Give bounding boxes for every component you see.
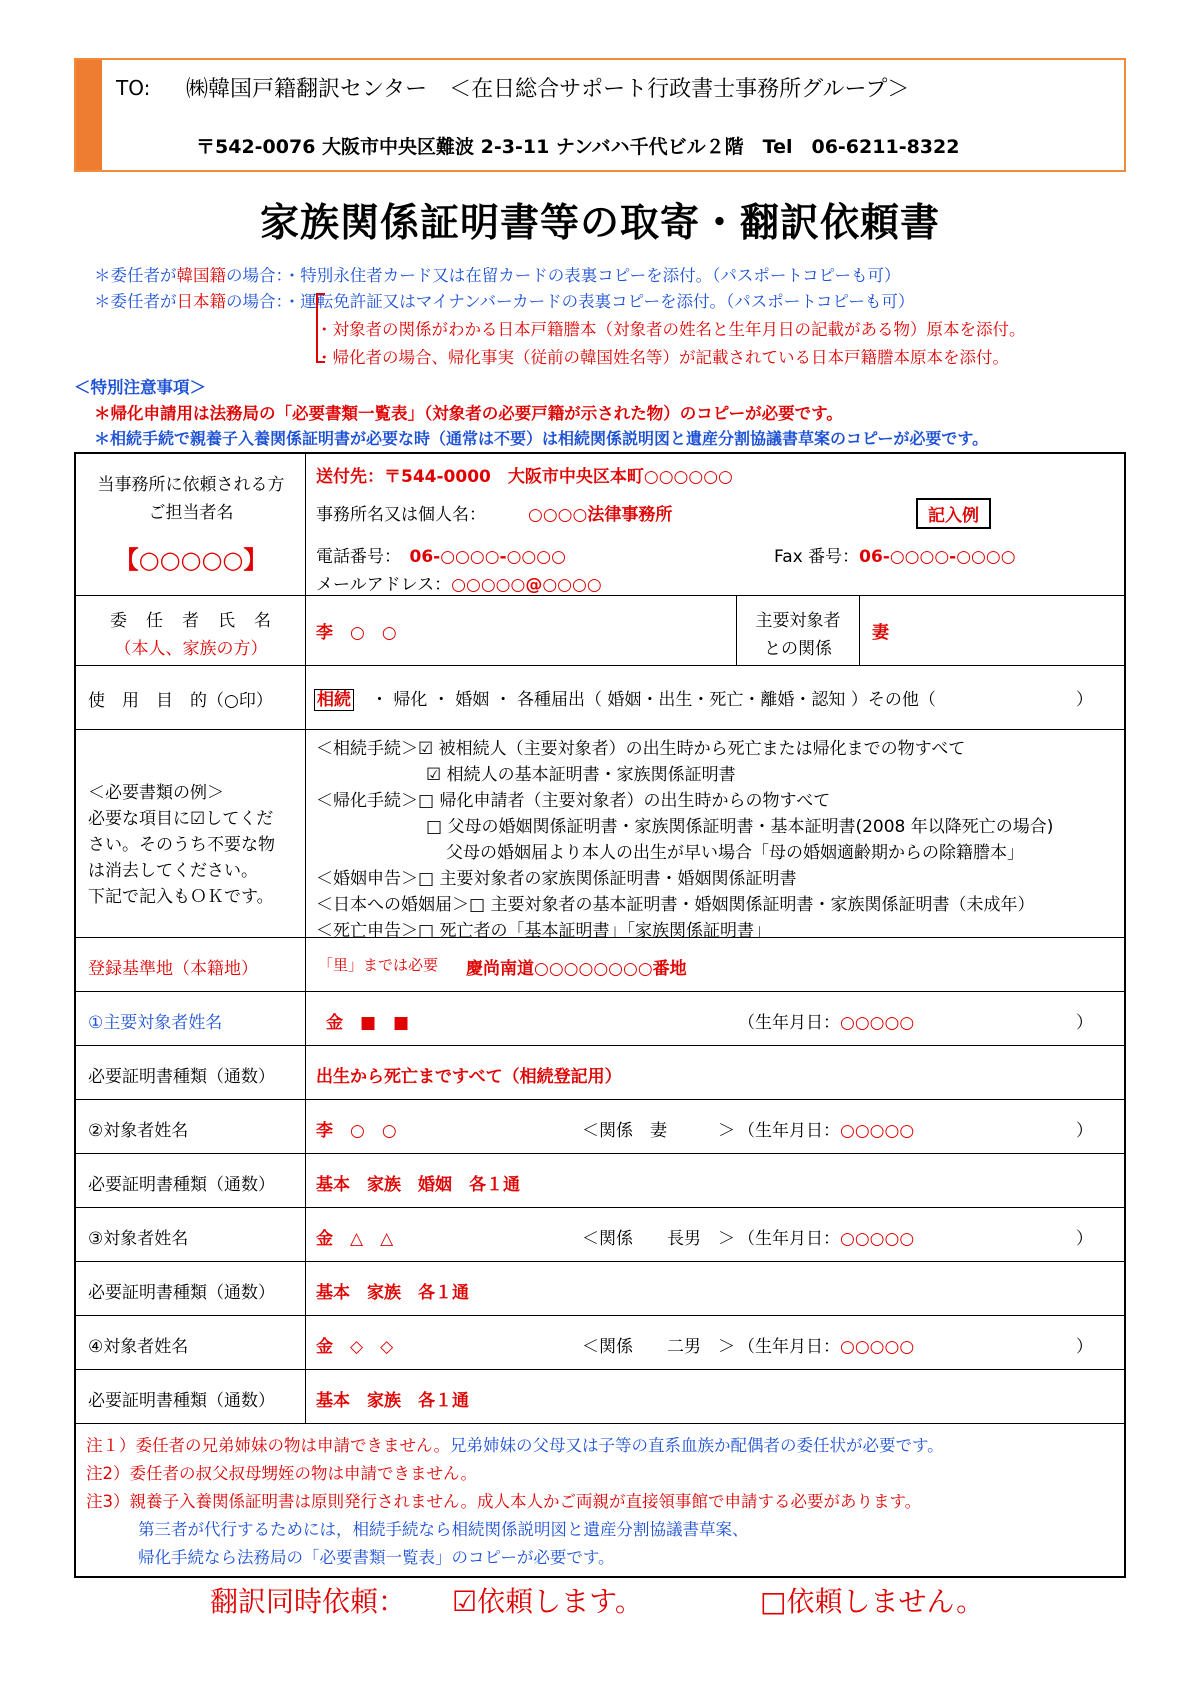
doc-line: ＜死亡申告＞□ 死亡者の「基本証明書」「家族関係証明書」	[316, 921, 771, 941]
person-4-birth: （生年月日：○○○○○	[738, 1337, 915, 1357]
person-4-cert-label: 必要証明書種類（通数）	[88, 1391, 275, 1411]
person-3-relation: ＜関係 長男 ＞	[582, 1229, 735, 1249]
page-title: 家族関係証明書等の取寄・翻訳依頼書	[259, 201, 940, 246]
office-name: ○○○○法律事務所	[528, 505, 673, 525]
doc-line: □ 父母の婚姻関係証明書・家族関係証明書・基本証明書(2008 年以降死亡の場合)	[426, 817, 1054, 837]
doc-line: ＜婚姻申告＞□ 主要対象者の家族関係証明書・婚姻関係証明書	[316, 869, 797, 889]
footnote-3: 注3）親養子入養関係証明書は原則発行されません。成人本人かご両親が直接領事館で申請する必要があります。	[86, 1492, 922, 1511]
person-1-label-cell	[76, 992, 306, 1045]
purpose-value-cell	[306, 666, 1124, 729]
registry-row	[76, 938, 1124, 992]
person-1-cert-value: 出生から死亡まですべて（相続登記用）	[316, 1067, 622, 1087]
person-4-value-cell	[306, 1316, 1124, 1369]
person-3-birth: （生年月日：○○○○○	[738, 1229, 915, 1249]
relation-label-cell	[736, 596, 860, 665]
documents-label-5: 下記で記入もＯＫです。	[88, 887, 274, 907]
person-2-close: ）	[1076, 1121, 1093, 1141]
person-2-name: 李 ○ ○	[316, 1121, 397, 1141]
footnote-2: 注2）委任者の叔父叔母甥姪の物は申請できません。	[86, 1464, 477, 1483]
person-3-cert-label: 必要証明書種類（通数）	[88, 1283, 275, 1303]
note-japan-line3: ・帰化者の場合、帰化事実（従前の韓国姓名等）が記載されている日本戸籍謄本原本を添付。	[316, 348, 1009, 367]
note-japan-line2: ・対象者の関係がわかる日本戸籍謄本（対象者の姓名と生年月日の記載がある物）原本を添付。	[316, 320, 1026, 339]
client-label-2: （本人、家族の方）	[114, 639, 268, 659]
office-label-cell	[76, 454, 306, 595]
note-korean: ＊委任者が韓国籍の場合：・特別永住者カード又は在留カードの表裏コピーを添付。（パスポートコピーも可）	[94, 266, 901, 285]
doc-line: ＜相続手続＞☑ 被相続人（主要対象者）の出生時から死亡または帰化までの物すべて	[316, 739, 966, 759]
person-2-label: ②対象者姓名	[88, 1121, 189, 1141]
person-3-value-cell	[306, 1208, 1124, 1261]
header-company: ㈱韓国戸籍翻訳センター ＜在日総合サポート行政書士事務所グループ＞	[186, 77, 910, 102]
person-3-label-cell	[76, 1208, 306, 1261]
person-1-label: ①主要対象者姓名	[88, 1013, 223, 1033]
person-4-label-cell	[76, 1316, 306, 1369]
client-label-1: 委 任 者 氏 名	[110, 611, 272, 631]
person-3-name: 金 △ △	[316, 1229, 394, 1249]
special-note-2: ＊相続手続で親養子入養関係証明書が必要な時（通常は不要）は相続関係説明図と遺産分割協議書草案のコピーが必要です。	[94, 429, 989, 448]
person-1-cert-value-cell	[306, 1046, 1124, 1099]
client-label-cell	[76, 596, 306, 665]
office-row	[76, 454, 1124, 596]
person-2-cert-value: 基本 家族 婚姻 各１通	[316, 1175, 520, 1195]
footnote-3b: 第三者が代行するためには，相続手続なら相続関係説明図と遺産分割協議書草案、	[138, 1520, 749, 1539]
person-4-close: ）	[1076, 1337, 1093, 1357]
person-3-label: ③対象者姓名	[88, 1229, 189, 1249]
documents-label-4: は消去してください。	[88, 861, 258, 881]
doc-line: ＜日本への婚姻届＞□ 主要対象者の基本証明書・婚姻関係証明書・家族関係証明書（未成年）	[316, 895, 1035, 915]
person-1-birth: （生年月日：○○○○○	[738, 1013, 915, 1033]
person-1-cert-label-cell	[76, 1046, 306, 1099]
person-4-label: ④対象者姓名	[88, 1337, 189, 1357]
person-1-row	[76, 992, 1124, 1046]
person-4-cert-value: 基本 家族 各１通	[316, 1391, 469, 1411]
phone-line: 電話番号： 06-○○○○-○○○○	[316, 547, 566, 567]
person-2-value-cell	[306, 1100, 1124, 1153]
purpose-label: 使 用 目 的（○印）	[88, 691, 273, 711]
person-3-cert-value: 基本 家族 各１通	[316, 1283, 469, 1303]
registry-note: 「里」までは必要	[318, 956, 439, 974]
purpose-selected: 相続	[314, 689, 354, 711]
person-2-relation: ＜関係 妻 ＞	[582, 1121, 735, 1141]
person-2-label-cell	[76, 1100, 306, 1153]
person-3-row	[76, 1208, 1124, 1262]
person-2-cert-value-cell	[306, 1154, 1124, 1207]
mail-line: メールアドレス：○○○○○@○○○○	[316, 575, 602, 595]
person-3-cert-row	[76, 1262, 1124, 1316]
person-4-row	[76, 1316, 1124, 1370]
person-4-cert-label-cell	[76, 1370, 306, 1423]
registry-label: 登録基準地（本籍地）	[88, 959, 258, 979]
registry-value-cell	[306, 938, 1124, 991]
documents-label-1: ＜必要書類の例＞	[88, 783, 224, 803]
request-form-table	[74, 452, 1126, 1578]
footnote-3c: 帰化手続なら法務局の「必要書類一覧表」のコピーが必要です。	[138, 1548, 615, 1567]
documents-label-2: 必要な項目に☑してくだ	[88, 809, 274, 829]
person-3-cert-value-cell	[306, 1262, 1124, 1315]
person-1-cert-label: 必要証明書種類（通数）	[88, 1067, 275, 1087]
person-2-birth: （生年月日：○○○○○	[738, 1121, 915, 1141]
translation-label: 翻訳同時依頼：	[210, 1585, 407, 1618]
header-accent-bar	[76, 60, 102, 170]
registry-label-cell	[76, 938, 306, 991]
office-line: 事務所名又は個人名：	[316, 505, 486, 525]
office-label-2: ご担当者名	[148, 503, 234, 523]
client-value-cell	[306, 596, 1124, 665]
footnotes-row	[76, 1424, 1124, 1576]
documents-row	[76, 730, 1124, 941]
contact-name: 【○○○○○】	[114, 546, 268, 574]
doc-line: ☑ 相続人の基本証明書・家族関係証明書	[426, 765, 736, 785]
special-note-1: ＊帰化申請用は法務局の「必要書類一覧表」（対象者の必要戸籍が示された物）のコピーが必要です。	[94, 404, 843, 423]
person-4-relation: ＜関係 二男 ＞	[582, 1337, 735, 1357]
client-name: 李 ○ ○	[316, 623, 397, 643]
translation-yes[interactable]: ☑依頼します。	[452, 1585, 643, 1618]
relation-label-2: との関係	[764, 639, 832, 659]
person-4-name: 金 ◇ ◇	[316, 1337, 394, 1357]
header-address: 〒542-0076 大阪市中央区難波 2-3-11 ナンバハ千代ビル２階 Tel 06-6211-8322	[196, 136, 960, 158]
relation-label-1: 主要対象者	[755, 611, 841, 631]
person-2-row	[76, 1100, 1124, 1154]
documents-label-3: さい。そのうち不要な物	[88, 835, 275, 855]
person-1-name: 金 ■ ■	[326, 1013, 410, 1033]
header-box	[74, 58, 1126, 172]
person-3-close: ）	[1076, 1229, 1093, 1249]
footnote-1: 注１）委任者の兄弟姉妹の物は申請できません。兄弟姉妹の父母又は子等の直系血族か配偶者の委任状が必要です。	[86, 1436, 944, 1455]
documents-value-cell	[306, 730, 1124, 941]
purpose-row	[76, 666, 1124, 730]
note-japan: ＊委任者が日本籍の場合：・運転免許証又はマイナンバーカードの表裏コピーを添付。（パスポートコピーも可）	[94, 292, 915, 311]
person-1-value-cell	[306, 992, 1124, 1045]
fax-line: Fax 番号：06-○○○○-○○○○	[774, 547, 1016, 567]
person-3-cert-label-cell	[76, 1262, 306, 1315]
person-1-cert-row	[76, 1046, 1124, 1100]
person-1-close: ）	[1076, 1013, 1093, 1033]
translation-no[interactable]: □依頼しません。	[760, 1585, 985, 1618]
send-line: 送付先：〒544-0000 大阪市中央区本町○○○○○○	[316, 467, 733, 487]
sample-stamp: 記入例	[916, 498, 991, 529]
purpose-options: 相続 ・ 帰化 ・ 婚姻 ・ 各種届出（ 婚姻・出生・死亡・離婚・認知 ）その他（	[314, 685, 936, 710]
office-value-cell	[306, 454, 1124, 595]
office-label-1: 当事務所に依頼される方	[97, 475, 285, 495]
doc-line: 父母の婚姻届より本人の出生が早い場合「母の婚姻適齢期からの除籍謄本」	[446, 843, 1024, 863]
registry-value: 慶尚南道○○○○○○○○番地	[466, 959, 687, 979]
documents-label-cell	[76, 730, 306, 937]
client-row	[76, 596, 1124, 666]
person-2-cert-label: 必要証明書種類（通数）	[88, 1175, 275, 1195]
person-2-cert-label-cell	[76, 1154, 306, 1207]
relation-value: 妻	[872, 623, 889, 643]
header-to: TO:	[116, 76, 151, 100]
purpose-label-cell	[76, 666, 306, 729]
special-heading: ＜特別注意事項＞	[74, 378, 206, 397]
person-2-cert-row	[76, 1154, 1124, 1208]
purpose-close: ）	[1076, 690, 1093, 710]
person-4-cert-row	[76, 1370, 1124, 1424]
person-4-cert-value-cell	[306, 1370, 1124, 1423]
doc-line: ＜帰化手続＞□ 帰化申請者（主要対象者）の出生時からの物すべて	[316, 791, 831, 811]
